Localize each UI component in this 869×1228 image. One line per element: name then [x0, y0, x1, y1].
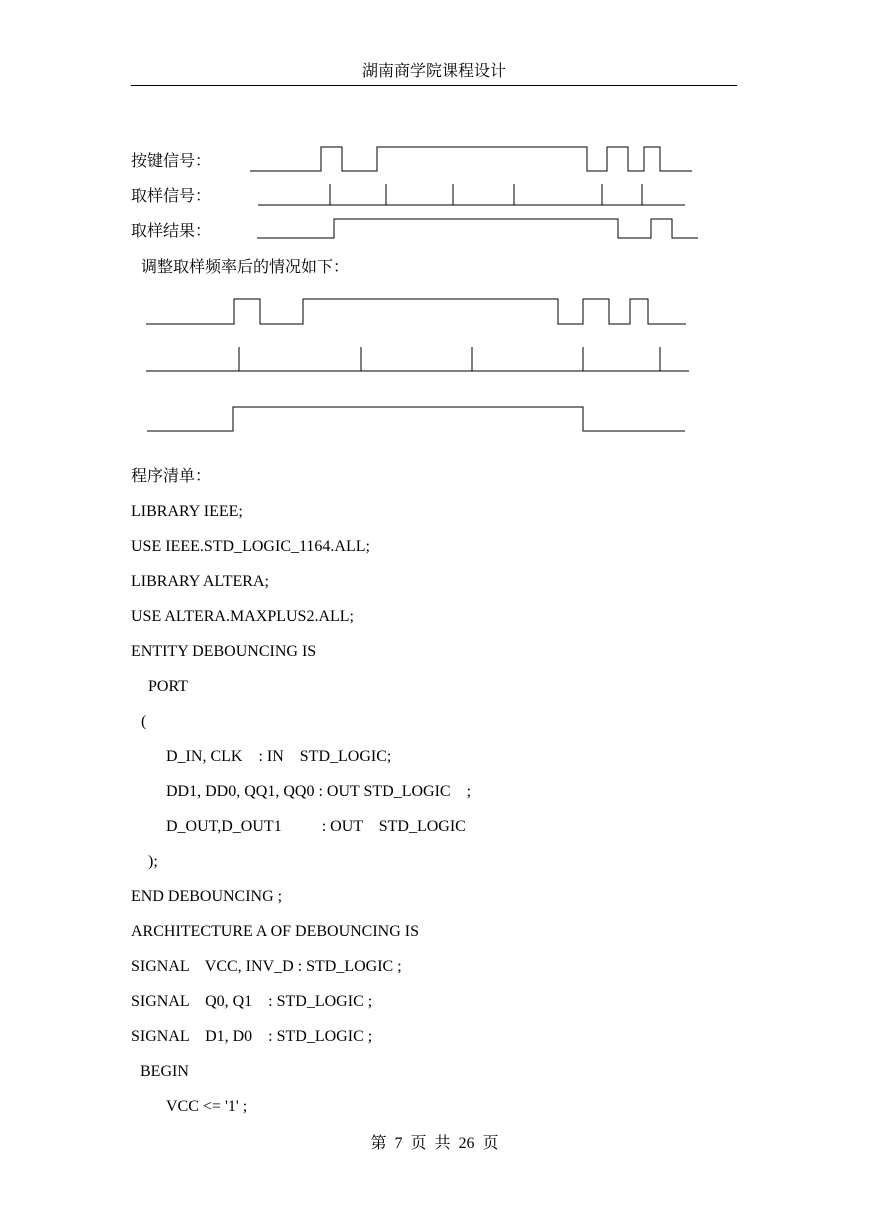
code-line: SIGNAL VCC, INV_D : STD_LOGIC ;: [131, 958, 402, 975]
code-line: USE ALTERA.MAXPLUS2.ALL;: [131, 608, 354, 625]
code-line: (: [141, 713, 147, 730]
code-line: D_OUT,D_OUT1 : OUT STD_LOGIC: [166, 818, 466, 835]
code-line: LIBRARY IEEE;: [131, 503, 243, 520]
code-line: SIGNAL Q0, Q1 : STD_LOGIC ;: [131, 993, 373, 1010]
code-line: END DEBOUNCING ;: [131, 888, 283, 905]
sample-signal-ticks: [330, 184, 642, 205]
sample-result-waveform: [257, 219, 698, 238]
adjusted-result-waveform: [147, 407, 685, 431]
code-line: VCC <= '1' ;: [166, 1098, 248, 1115]
page-footer: 第 7 页 共 26 页: [370, 1135, 499, 1152]
timing-diagram: [0, 0, 869, 460]
adjusted-key-waveform: [146, 299, 686, 324]
adjusted-sample-ticks: [239, 347, 660, 371]
code-line: SIGNAL D1, D0 : STD_LOGIC ;: [131, 1028, 373, 1045]
code-line: D_IN, CLK : IN STD_LOGIC;: [166, 748, 392, 765]
code-line: BEGIN: [140, 1063, 189, 1080]
code-line: PORT: [148, 678, 188, 695]
sample-result-label: 取样结果：: [131, 223, 212, 240]
page-header-title: 湖南商学院课程设计: [361, 63, 506, 80]
sample-signal-label: 取样信号：: [131, 188, 212, 205]
code-line: LIBRARY ALTERA;: [131, 573, 269, 590]
key-signal-label: 按键信号：: [131, 153, 212, 170]
key-signal-waveform: [250, 147, 692, 171]
listing-title: 程序清单：: [131, 468, 212, 485]
code-line: );: [148, 853, 158, 870]
code-line: USE IEEE.STD_LOGIC_1164.ALL;: [131, 538, 370, 555]
code-line: ARCHITECTURE A OF DEBOUNCING IS: [131, 923, 420, 940]
adjust-frequency-note: 调整取样频率后的情况如下：: [141, 259, 350, 276]
code-line: DD1, DD0, QQ1, QQ0 : OUT STD_LOGIC ;: [166, 783, 472, 800]
code-line: ENTITY DEBOUNCING IS: [131, 643, 317, 660]
